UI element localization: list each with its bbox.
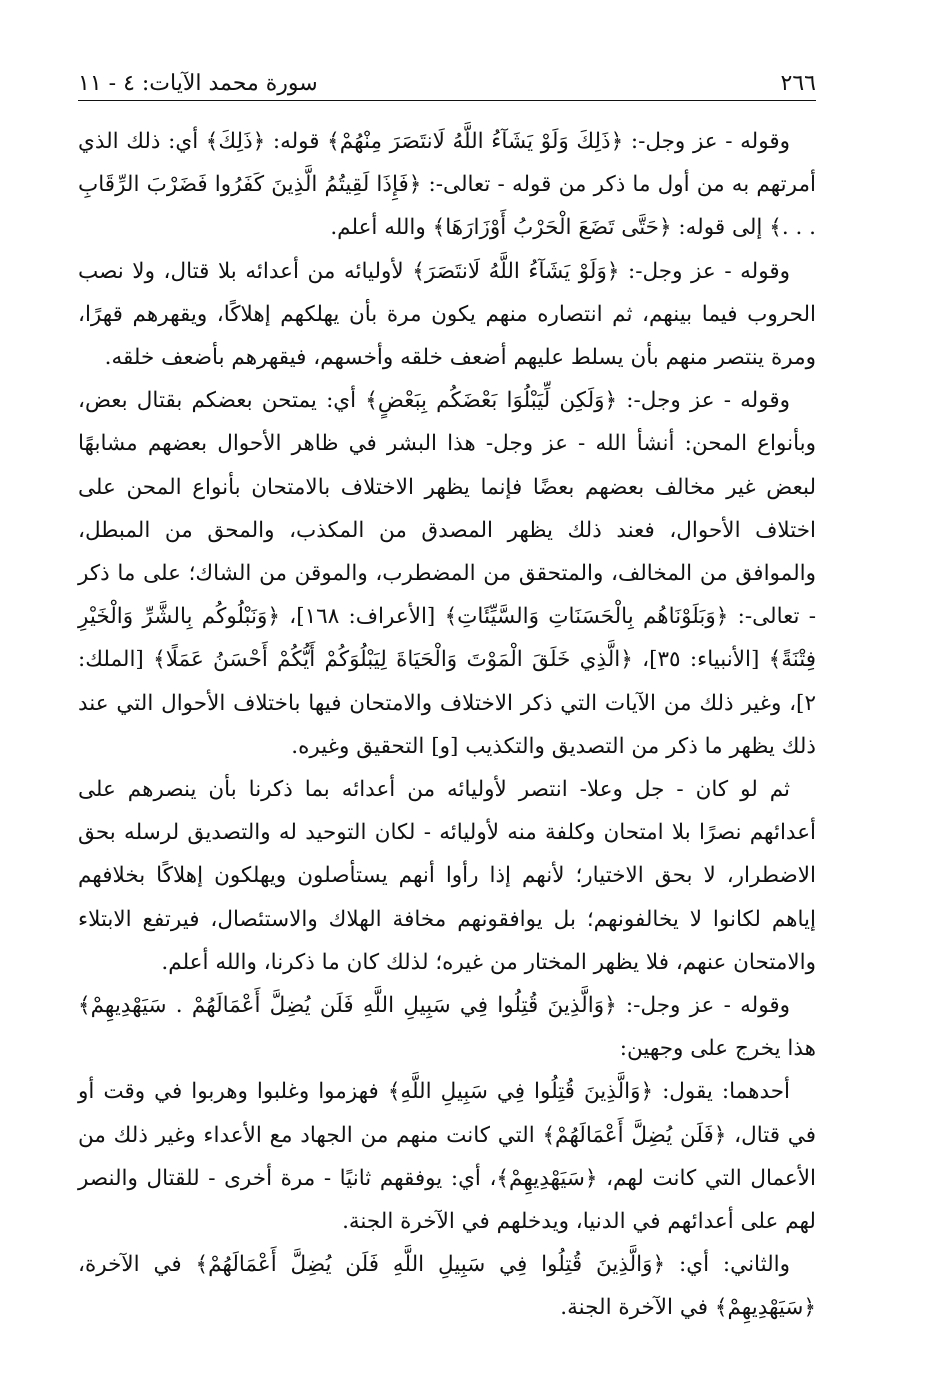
paragraph: وقوله - عز وجل-: ﴿وَلَوْ يَشَآءُ اللَّهُ لَانتَصَرَ﴾ لأوليائه من أعدائه بلا قتال، ولا نصب الحروب فيما بينهم، ثم انتصاره منهم يكون مرة بأن يهلكهم إهلاكًا، ويقهرهم قهرًا، ومرة ينتصر منهم بأن يسلط عليهم أضعف خلقه وأخسهم، فيقهرهم بأضعف خلقه. [78,258,816,371]
paragraph: وقوله - عز وجل-: ﴿ذَلِكَ وَلَوْ يَشَآءُ اللَّهُ لَانتَصَرَ مِنْهُمْ﴾ قوله: ﴿ذَلِكَ﴾ أي: ذلك الذي أمرتهم به من أول ما ذكر من قوله - تعالى-: ﴿فَإِذَا لَقِيتُمُ الَّذِينَ كَفَرُوا فَضَرْبَ الرِّقَابِ . . .﴾ إلى قوله: ﴿حَتَّى تَضَعَ الْحَرْبُ أَوْزَارَهَا﴾ والله أعلم. [78,129,816,241]
paragraph: والثاني: أي: ﴿وَالَّذِينَ قُتِلُوا فِي سَبِيلِ اللَّهِ فَلَن يُضِلَّ أَعْمَالَهُمْ﴾ في الآخرة، ﴿سَيَهْدِيهِمْ﴾ في الآخرة الجنة. [78,1252,816,1321]
running-title: سورة محمد الآيات: ٤ - ١١ [78,71,318,96]
page-body [78,120,816,1330]
header-divider [78,100,816,101]
running-header [78,56,816,96]
paragraph: وقوله - عز وجل-: ﴿وَلَكِن لِّيَبْلُوَا بَعْضَكُم بِبَعْضٍ﴾ أي: يمتحن بعضكم بقتال بعض، وبأنواع المحن: أنشأ الله - عز وجل- هذا البشر في ظاهر الأحوال بعضهم مشابهًا لبعض غير مخالف بعضهم بعضًا فإنما يظهر الاختلاف بالامتحان بأنواع المحن على اختلاف الأحوال، فعند ذلك يظهر المصدق من المكذب، والمحق من المبطل، والموافق من المخالف، والمتحقق من المضطرب، والموقن من الشاك؛ على ما ذكر - تعالى-: ﴿وَبَلَوْنَاهُم بِالْحَسَنَاتِ وَالسَّيِّئَاتِ﴾ [الأعراف: ١٦٨]، ﴿وَنَبْلُوكُم بِالشَّرِّ وَالْخَيْرِ فِتْنَةً﴾ [الأنبياء: ٣٥]، ﴿الَّذِي خَلَقَ الْمَوْتَ وَالْحَيَاةَ لِيَبْلُوَكُمْ أَيُّكُمْ أَحْسَنُ عَمَلًا﴾ [الملك: ٢]، وغير ذلك من الآيات التي ذكر الاختلاف والامتحان فيها باختلاف الأحوال التي عند ذلك يظهر ما ذكر من التصديق والتكذيب [و] التحقيق وغيره. [78,388,816,759]
paragraph: أحدهما: يقول: ﴿وَالَّذِينَ قُتِلُوا فِي سَبِيلِ اللَّهِ﴾ فهزموا وغلبوا وهربوا في وقت أو في قتال، ﴿فَلَن يُضِلَّ أَعْمَالَهُمْ﴾ التي كانت منهم من الجهاد مع الأعداء وغير ذلك من الأعمال التي كانت لهم، ﴿سَيَهْدِيهِمْ﴾، أي: يوفقهم ثانيًا - مرة أخرى - للقتال والنصر لهم على أعدائهم في الدنيا، ويدخلهم في الآخرة الجنة. [78,1079,816,1235]
paragraph: ثم لو كان - جل وعلا- انتصر لأوليائه من أعدائه بما ذكرنا بأن ينصرهم على أعدائهم نصرًا بلا امتحان وكلفة منه لأوليائه - لكان التوحيد له والتصديق لرسله بحق الاضطرار، لا بحق الاختيار؛ لأنهم إذا رأوا أنهم يستأصلون ويهلكون إهلاكًا بخلافهم إياهم لكانوا لا يخالفونهم؛ بل يوافقونهم مخافة الهلاك والاستئصال، فيرتفع الابتلاء والامتحان عنهم، فلا يظهر المختار من غيره؛ لذلك كان ما ذكرنا، والله أعلم. [78,777,816,975]
page-number: ٢٦٦ [780,71,816,96]
paragraph: وقوله - عز وجل-: ﴿وَالَّذِينَ قُتِلُوا فِي سَبِيلِ اللَّهِ فَلَن يُضِلَّ أَعْمَالَهُمْ . سَيَهْدِيهِمْ﴾ هذا يخرج على وجهين: [78,993,816,1062]
